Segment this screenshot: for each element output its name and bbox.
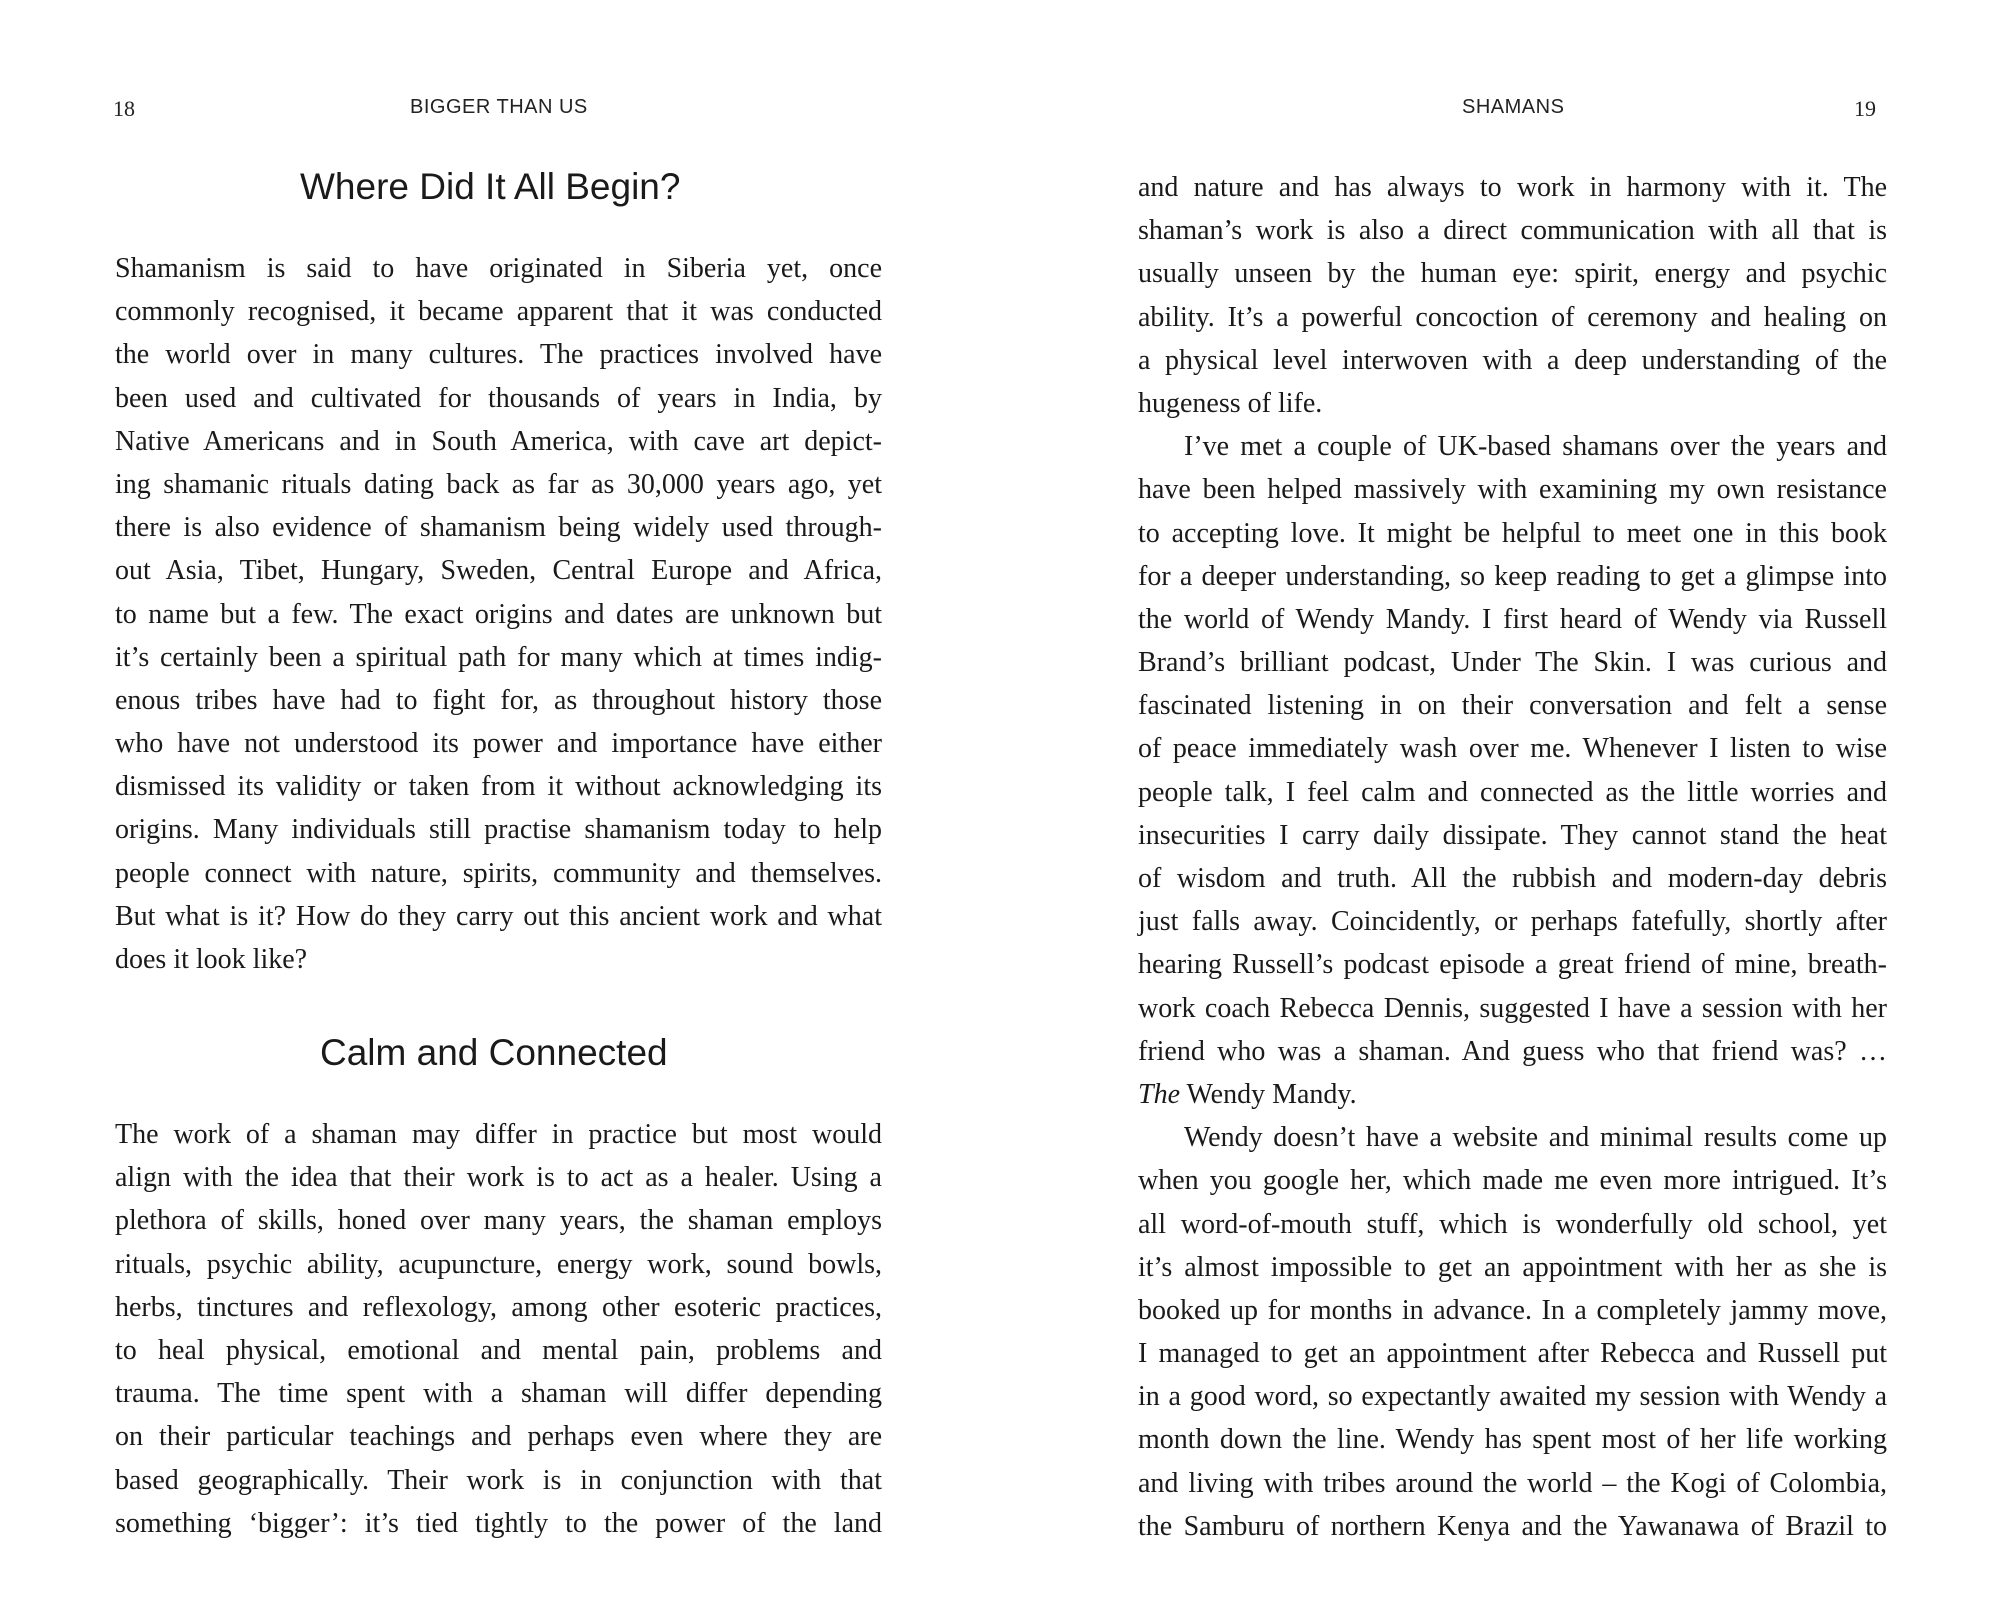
text-line: to accepting love. It might be helpful to meet one in this book (1138, 517, 1887, 549)
text-line: Wendy doesn’t have a website and minimal results come up (1184, 1122, 1887, 1154)
text-line: the world of Wendy Mandy. I first heard of Wendy via Russell (1138, 603, 1887, 635)
text-line: on their particular teachings and perhaps even where they are (115, 1421, 882, 1453)
text-line: a physical level interwoven with a deep understanding of the (1138, 344, 1887, 376)
body-text (1138, 166, 1887, 1548)
text-line: usually unseen by the human eye: spirit, energy and psychic (1138, 258, 1887, 290)
text-line: trauma. The time spent with a shaman will differ depending (115, 1378, 882, 1410)
text-line: dismissed its validity or taken from it without acknowledging its (115, 771, 882, 803)
text-line: something ‘bigger’: it’s tied tightly to the power of the land (115, 1507, 882, 1539)
text-line: rituals, psychic ability, acupuncture, energy work, sound bowls, (115, 1248, 882, 1280)
text-line: month down the line. Wendy has spent most of her life working (1138, 1424, 1887, 1456)
text-line: I managed to get an appointment after Rebecca and Russell put (1138, 1338, 1887, 1370)
text-line: But what is it? How do they carry out this ancient work and what (115, 900, 882, 932)
text-line: booked up for months in advance. In a completely jammy move, (1138, 1294, 1887, 1326)
text-line: when you google her, which made me even more intrigued. It’s (1138, 1165, 1887, 1197)
text-line: shaman’s work is also a direct communication with all that is (1138, 215, 1887, 247)
text-line: the world over in many cultures. The practices involved have (115, 339, 882, 371)
text-line: all word-of-mouth stuff, which is wonderfully old school, yet (1138, 1208, 1887, 1240)
text-line: origins. Many individuals still practise shamanism today to help (115, 814, 882, 846)
text-line: people connect with nature, spirits, community and themselves. (115, 857, 882, 889)
text-line: to name but a few. The exact origins and dates are unknown but (115, 598, 882, 630)
text-line: in a good word, so expectantly awaited my session with Wendy a (1138, 1381, 1887, 1413)
text-line: plethora of skills, honed over many years, the shaman employs (115, 1205, 882, 1237)
text-line: herbs, tinctures and reflexology, among other esoteric practices, (115, 1291, 882, 1323)
text-line: fascinated listening in on their conversation and felt a sense (1138, 690, 1887, 722)
page-number: 18 (113, 96, 135, 121)
text-line (1138, 1073, 1887, 1116)
text-line: have been helped massively with examining my own resistance (1138, 474, 1887, 506)
text-line: there is also evidence of shamanism being widely used through- (115, 512, 882, 544)
text-line: friend who was a shaman. And guess who that friend was? … (1138, 1035, 1887, 1067)
text-line: to heal physical, emotional and mental pain, problems and (115, 1334, 882, 1366)
section-heading: Calm and Connected (320, 1032, 668, 1073)
section-body (115, 1113, 882, 1545)
text-line: based geographically. Their work is in conjunction with that (115, 1464, 882, 1496)
text-run: Wendy Mandy. (1180, 1078, 1357, 1110)
text-line: enous tribes have had to fight for, as throughout history those (115, 684, 882, 716)
text-line: I’ve met a couple of UK-based shamans over the years and (1184, 431, 1887, 463)
text-line: who have not understood its power and importance have either (115, 728, 882, 760)
right-page (1000, 0, 2000, 1617)
text-line: insecurities I carry daily dissipate. They cannot stand the heat (1138, 819, 1887, 851)
section-heading: Where Did It All Begin? (300, 166, 681, 207)
text-line: of peace immediately wash over me. Whenever I listen to wise (1138, 733, 1887, 765)
text-line: ing shamanic rituals dating back as far as 30,000 years ago, yet (115, 468, 882, 500)
text-line: and nature and has always to work in harmony with it. The (1138, 172, 1887, 203)
text-line: does it look like? (115, 944, 308, 975)
text-line: it’s almost impossible to get an appointment with her as she is (1138, 1251, 1887, 1283)
text-line: The work of a shaman may differ in practice but most would (115, 1119, 882, 1150)
italic-word: The (1138, 1078, 1180, 1110)
text-line: align with the idea that their work is to act as a healer. Using a (115, 1162, 882, 1194)
page-number: 19 (1854, 96, 1876, 121)
text-line: been used and cultivated for thousands of years in India, by (115, 382, 882, 414)
text-line: hugeness of life. (1138, 387, 1323, 419)
text-line: hearing Russell’s podcast episode a great friend of mine, breath- (1138, 949, 1887, 981)
text-line: work coach Rebecca Dennis, suggested I have a session with her (1138, 992, 1887, 1024)
text-line: Native Americans and in South America, with cave art depict- (115, 425, 882, 457)
text-line: it’s certainly been a spiritual path for many which at times indig- (115, 641, 882, 673)
running-head: BIGGER THAN US (410, 96, 588, 118)
text-line: people talk, I feel calm and connected as the little worries and (1138, 776, 1887, 808)
text-line: of wisdom and truth. All the rubbish and modern-day debris (1138, 863, 1887, 894)
text-line: Brand’s brilliant podcast, Under The Skin. I was curious and (1138, 647, 1887, 679)
text-line: commonly recognised, it became apparent that it was conducted (115, 296, 882, 328)
text-line: the Samburu of northern Kenya and the Yawanawa of Brazil to (1138, 1510, 1887, 1542)
text-line: ability. It’s a powerful concoction of ceremony and healing on (1138, 301, 1887, 333)
running-head: SHAMANS (1462, 96, 1565, 118)
section-body (115, 247, 882, 981)
text-line: just falls away. Coincidently, or perhaps fatefully, shortly after (1138, 906, 1887, 938)
text-line: for a deeper understanding, so keep reading to get a glimpse into (1138, 560, 1887, 592)
text-line: and living with tribes around the world – the Kogi of Colombia, (1138, 1467, 1887, 1499)
text-line: Shamanism is said to have originated in Siberia yet, once (115, 253, 882, 284)
text-line: out Asia, Tibet, Hungary, Sweden, Central Europe and Africa, (115, 555, 882, 587)
